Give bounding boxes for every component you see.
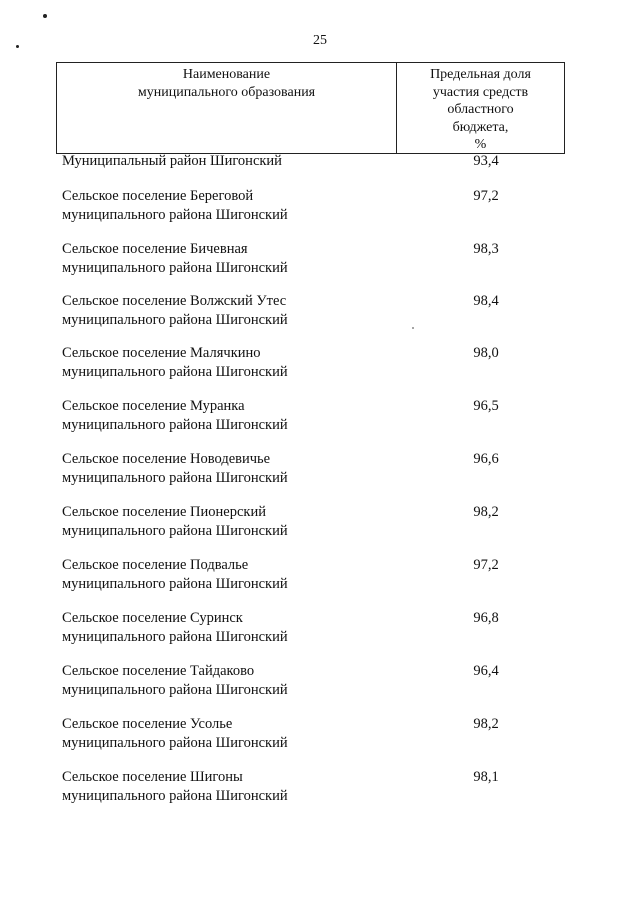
header-share-line: бюджета, xyxy=(452,119,509,135)
row-share-value: 97,2 xyxy=(473,188,499,204)
row-name-line: муниципального района Шигонский xyxy=(62,735,288,751)
row-name-line: Сельское поселение Суринск xyxy=(62,610,243,626)
row-share-value: 98,1 xyxy=(473,769,499,785)
row-name-line: Муниципальный район Шигонский xyxy=(62,153,282,169)
row-name-line: муниципального района Шигонский xyxy=(62,207,288,223)
row-name-line: Сельское поселение Береговой xyxy=(62,188,254,204)
row-share-value: 98,3 xyxy=(473,241,499,257)
row-name xyxy=(62,503,392,541)
row-share-value: 98,0 xyxy=(473,345,499,361)
row-name-line: муниципального района Шигонский xyxy=(62,417,288,433)
row-name xyxy=(62,450,392,488)
scan-speck xyxy=(43,14,47,18)
row-name-line: муниципального района Шигонский xyxy=(62,523,288,539)
row-name xyxy=(62,715,392,753)
row-name-line: муниципального района Шигонский xyxy=(62,576,288,592)
header-name-line: Наименование xyxy=(182,67,271,82)
row-name-line: Сельское поселение Тайдаково xyxy=(62,663,255,679)
row-name xyxy=(62,292,392,330)
row-name xyxy=(62,609,392,647)
row-name-line: Сельское поселение Шигоны xyxy=(62,769,243,785)
row-name xyxy=(62,556,392,594)
row-name-line: Сельское поселение Малячкино xyxy=(62,345,261,361)
header-name-column xyxy=(57,66,396,101)
header-share-line: областного xyxy=(447,102,514,117)
row-name-line: Сельское поселение Пионерский xyxy=(62,504,266,520)
row-name xyxy=(62,344,392,382)
header-share-column xyxy=(396,66,565,154)
row-name xyxy=(62,397,392,435)
row-name-line: Сельское поселение Новодевичье xyxy=(62,451,271,467)
page-number: 25 xyxy=(313,33,327,48)
row-name-line: муниципального района Шигонский xyxy=(62,629,288,645)
header-share-line: Предельная доля xyxy=(430,67,531,82)
row-name xyxy=(62,662,392,700)
row-name xyxy=(62,240,392,278)
row-share-value: 96,5 xyxy=(473,398,499,414)
row-share-value: 96,4 xyxy=(473,663,499,679)
row-name-line: Сельское поселение Подвалье xyxy=(62,557,249,573)
row-name xyxy=(62,152,392,171)
row-name-line: муниципального района Шигонский xyxy=(62,312,288,328)
header-name-line: муниципального образования xyxy=(137,84,316,100)
header-share-line: % xyxy=(474,137,487,152)
row-name xyxy=(62,768,392,806)
row-name-line: муниципального района Шигонский xyxy=(62,260,288,276)
row-name-line: муниципального района Шигонский xyxy=(62,788,288,804)
row-share-value: 93,4 xyxy=(473,153,499,169)
row-name-line: Сельское поселение Волжский Утес xyxy=(62,293,287,309)
header-share-line: участия средств xyxy=(432,84,529,100)
row-name-line: Сельское поселение Муранка xyxy=(62,398,245,414)
row-name-line: муниципального района Шигонский xyxy=(62,364,288,380)
row-name-line: муниципального района Шигонский xyxy=(62,470,288,486)
row-share-value: 98,2 xyxy=(473,504,499,520)
table-header xyxy=(56,62,565,154)
scan-speck xyxy=(412,327,414,329)
row-share-value: 98,4 xyxy=(473,293,499,309)
row-name-line: муниципального района Шигонский xyxy=(62,682,288,698)
row-name-line: Сельское поселение Усолье xyxy=(62,716,233,732)
row-share-value: 96,6 xyxy=(473,451,499,467)
row-name-line: Сельское поселение Бичевная xyxy=(62,241,248,257)
row-share-value: 97,2 xyxy=(473,557,499,573)
row-name xyxy=(62,187,392,225)
row-share-value: 96,8 xyxy=(473,610,499,626)
row-share-value: 98,2 xyxy=(473,716,499,732)
